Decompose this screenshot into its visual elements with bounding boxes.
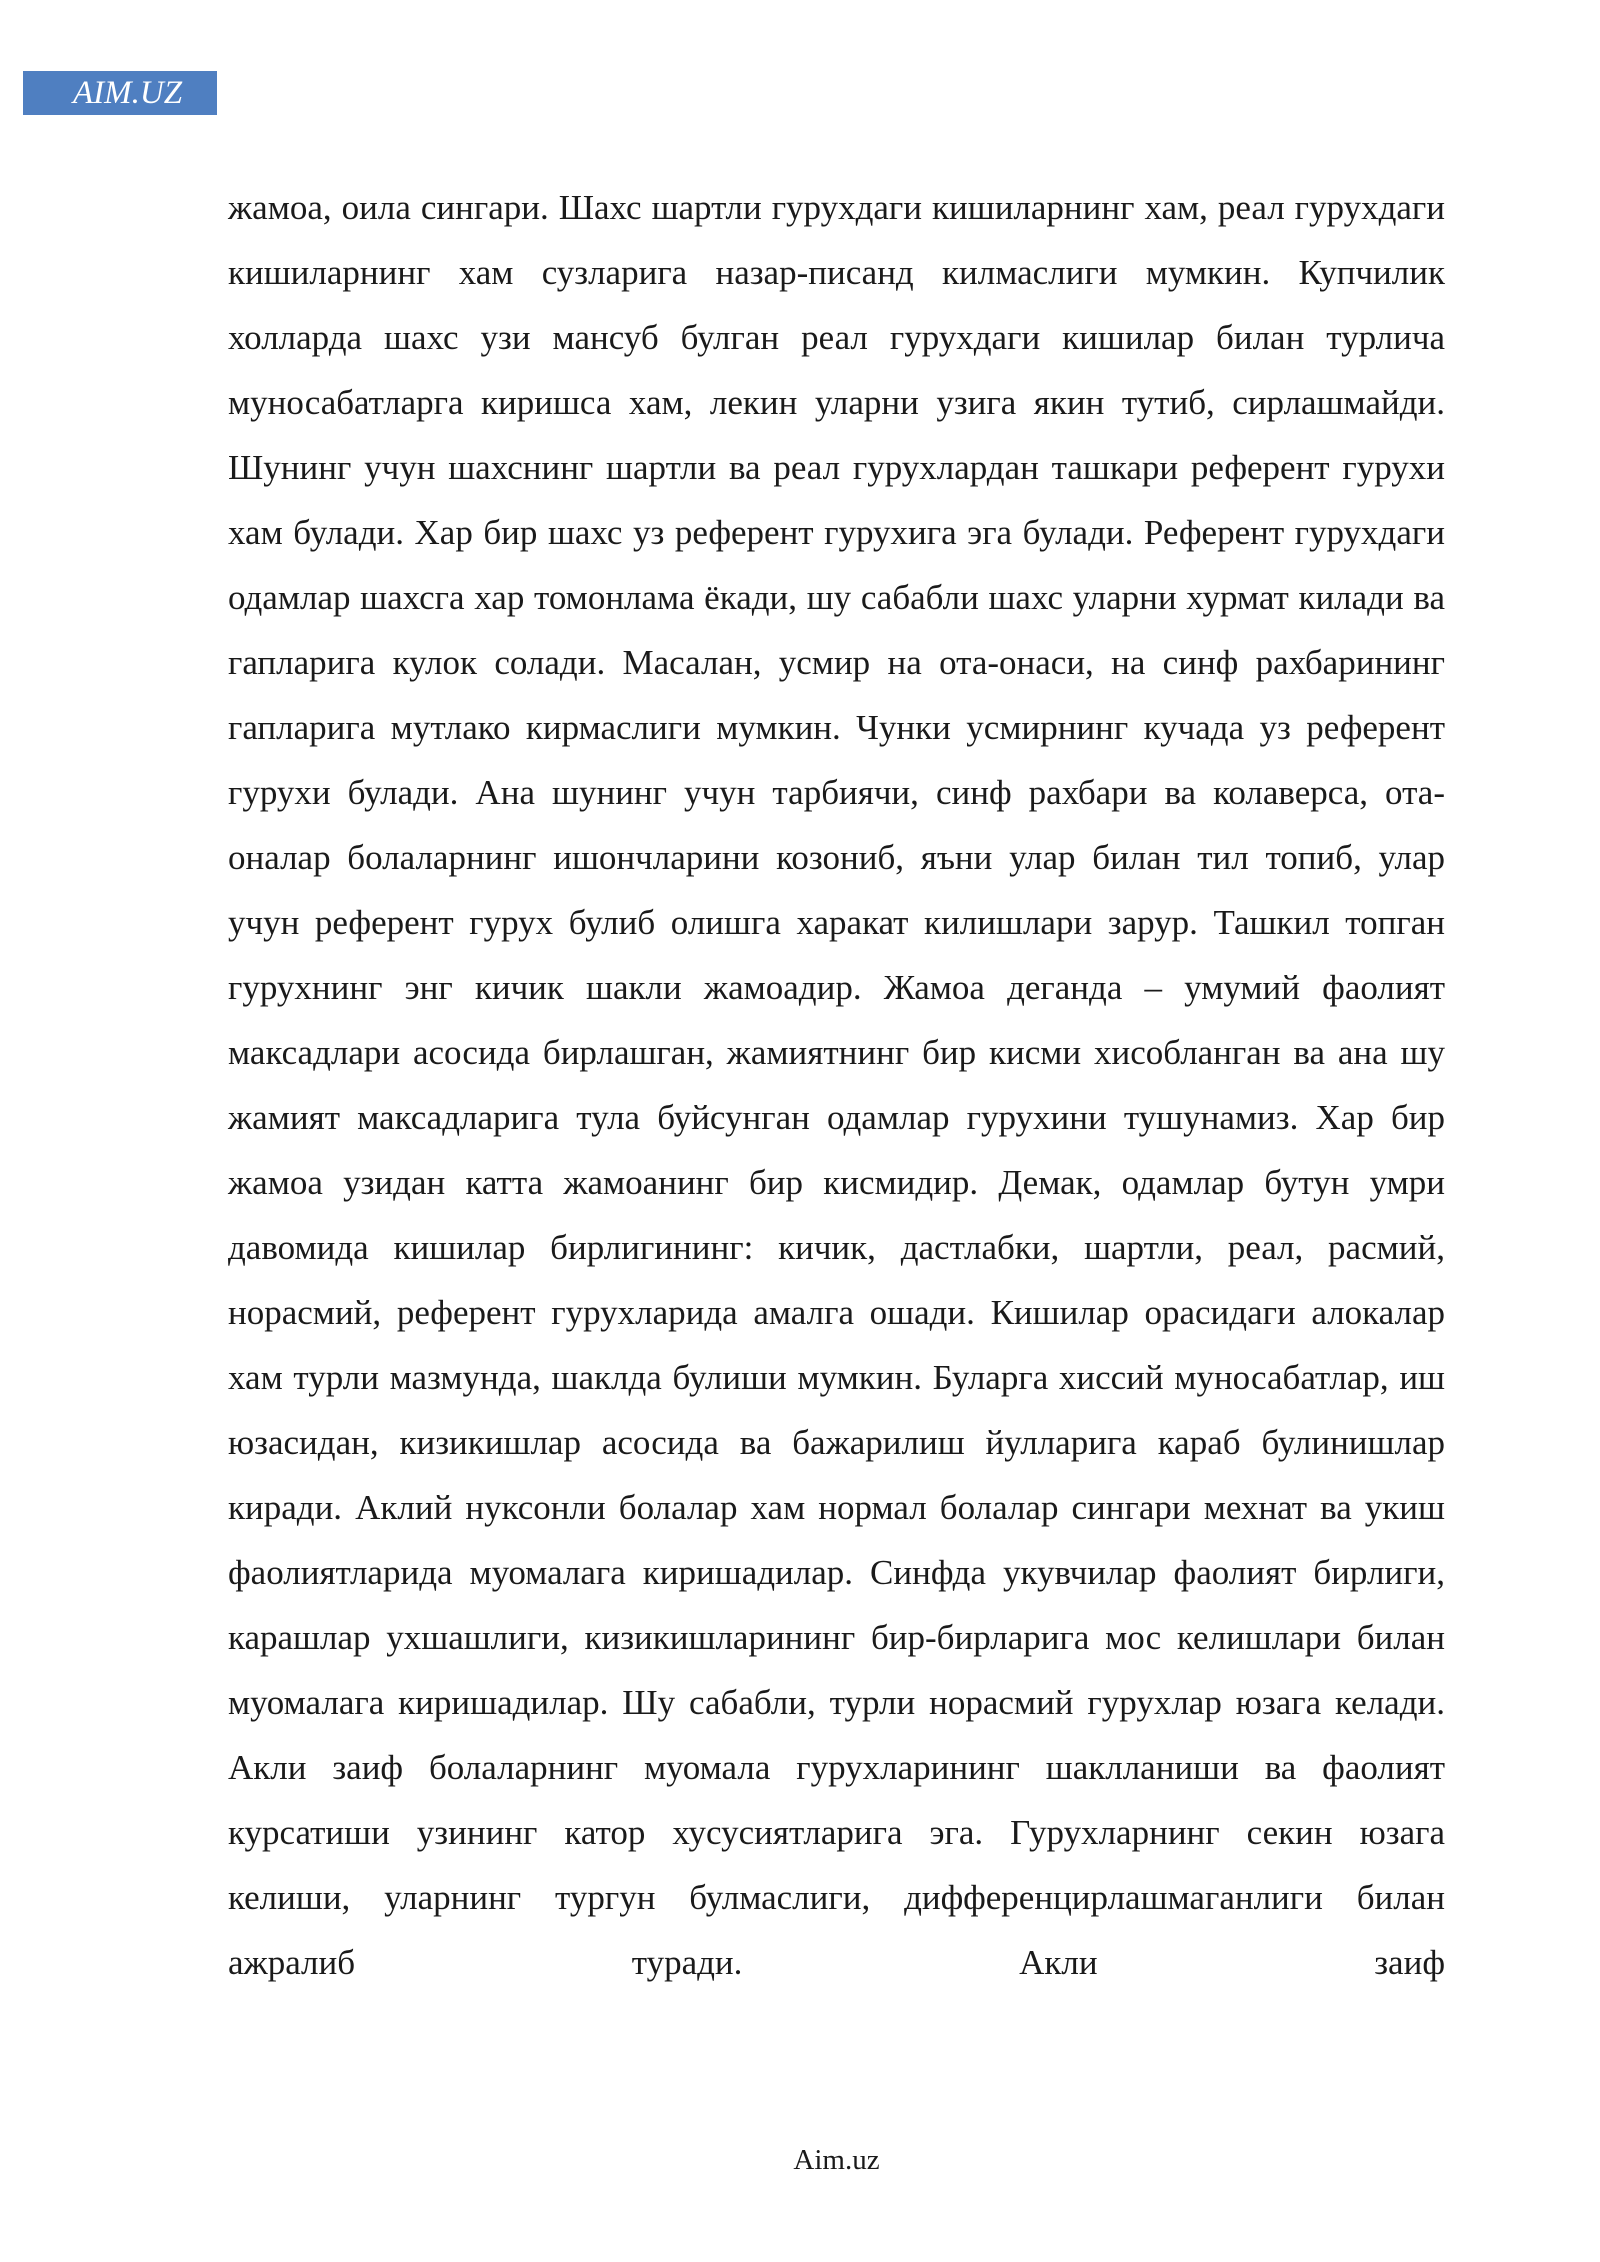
site-logo[interactable]	[23, 71, 217, 115]
site-logo-text: AIM.UZ	[73, 75, 183, 111]
body-paragraph: жамоа, оила сингари. Шахс шартли гурухдаги кишиларнинг хам, реал гурухдаги кишиларнинг хам сузларига назар-писанд килмаслиги мумкин. Купчилик холларда шахс узи мансуб булган реал гурухдаги кишилар билан турлича муносабатларга киришса хам, лекин уларни узига якин тутиб, сирлашмайди. Шунинг учун шахснинг шартли ва реал гурухлардан ташкари референт гурухи хам булади. Хар бир шахс уз референт гурухига эга булади. Референт гурухдаги одамлар шахсга хар томонлама ёкади, шу сабабли шахс уларни хурмат килади ва гапларига кулок солади. Масалан, усмир на ота-онаси, на синф рахбарининг гапларига мутлако кирмаслиги мумкин. Чунки усмирнинг кучада уз референт гурухи булади. Ана шунинг учун тарбиячи, синф рахбари ва колаверса, ота-оналар болаларнинг ишончларини козониб, яъни улар билан тил топиб, улар учун референт гурух булиб олишга харакат килишлари зарур. Ташкил топган гурухнинг энг кичик шакли жамоадир. Жамоа деганда – умумий фаолият максадлари асосида бирлашган, жамиятнинг бир кисми хисобланган ва ана шу жамият максадларига тула буйсунган одамлар гурухини тушунамиз. Хар бир жамоа узидан катта жамоанинг бир кисмидир. Демак, одамлар бутун умри давомида кишилар бирлигининг: кичик, дастлабки, шартли, реал, расмий, норасмий, референт гурухларида амалга ошади. Кишилар орасидаги алокалар хам турли мазмунда, шаклда булиши мумкин. Буларга хиссий муносабатлар, иш юзасидан, кизикишлар асосида ва бажарилиш йулларига караб булинишлар киради. Аклий нуксонли болалар хам нормал болалар сингари мехнат ва укиш фаолиятларида муомалага киришадилар. Синфда укувчилар фаолият бирлиги, карашлар ухшашлиги, кизикишларининг бир-бирларига мос келишлари билан муомалага киришадилар. Шу сабабли, турли норасмий гурухлар юзага келади. Акли заиф болаларнинг муомала гурухларининг шаклланиши ва фаолият курсатиши узининг катор хусусиятларига эга. Гурухларнинг секин юзага келиши, уларнинг тургун булмаслиги, дифференцирлашмаганлиги билан ажралиб туради. Акли заиф	[228, 188, 1445, 1982]
page-footer: Aim.uz	[793, 2144, 880, 2176]
